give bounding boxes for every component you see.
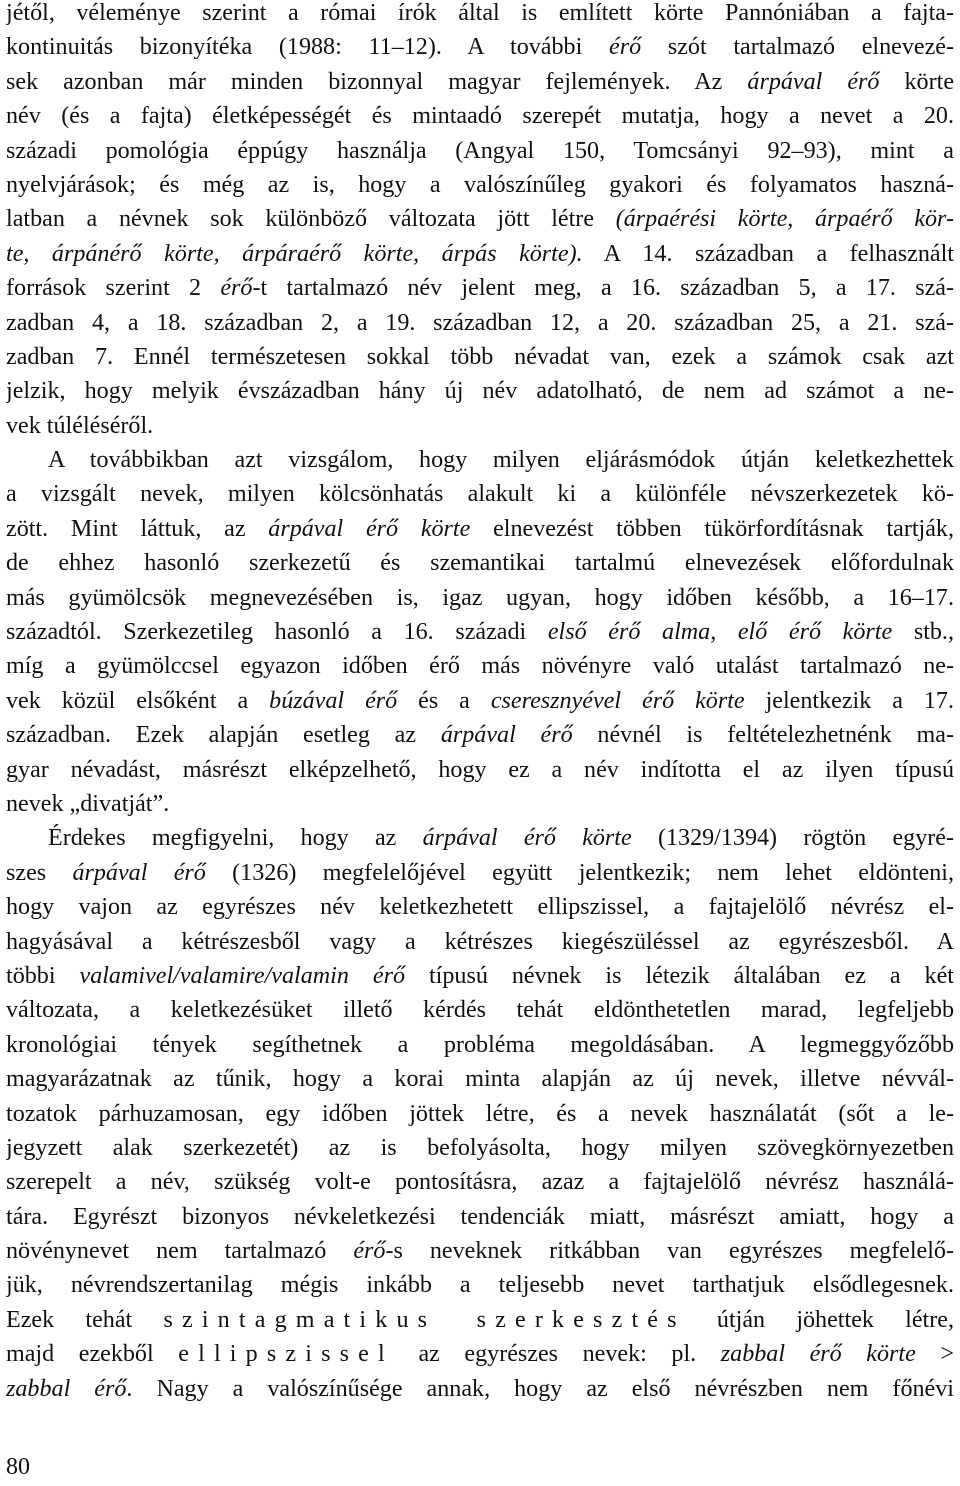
text-line: Ezek tehát szintagmatikus szerkesztés útján jöhettek létre, (6, 1306, 954, 1333)
text-line: zadban 4, a 18. században 2, a 19. században 12, a 20. században 25, a 21. szá- (6, 309, 954, 336)
text-line: míg a gyümölccsel egyazon időben érő más növényre való utalást tartalmazó ne- (6, 653, 954, 680)
text-line: szerepelt a név, szükség volt-e pontosításra, azaz a fajtajelölő névrész használá- (6, 1169, 954, 1196)
text-line: gyar névadást, másrészt elképzelhető, hogy ez a név indította el az ilyen típusú (6, 756, 954, 783)
text-line: zött. Mint láttuk, az árpával érő körte elnevezést többen tükörfordításnak tartják, (6, 515, 954, 542)
page-number: 80 (6, 1454, 30, 1480)
text-line: többi valamivel/valamire/valamin érő típusú névnek is létezik általában ez a két (6, 962, 954, 989)
text-line: tozatok párhuzamosan, egy időben jöttek létre, és a nevek használatát (sőt a le- (6, 1100, 954, 1127)
text-line: századi pomológia éppúgy használja (Angyal 150, Tomcsányi 92–93), mint a (6, 137, 954, 164)
text-line: zabbal érő. Nagy a valószínűsége annak, hogy az első névrészben nem főnévi (6, 1375, 954, 1402)
text-line: sek azonban már minden bizonnyal magyar fejlemények. Az árpával érő körte (6, 68, 954, 95)
text-line: latban a névnek sok különböző változata jött létre (árpaérési körte, árpaérő kör- (6, 206, 954, 233)
text-line: nevek „divatját”. (6, 790, 170, 817)
text-line: jétől, véleménye szerint a római írók által is említett körte Pannóniában a fajta- (6, 0, 954, 26)
document-page (6, 0, 954, 1406)
text-line: századtól. Szerkezetileg hasonló a 16. századi első érő alma, elő érő körte stb., (6, 619, 954, 646)
text-line: név (és a fajta) életképességét és mintaadó szerepét mutatja, hogy a nevet a 20. (6, 103, 954, 130)
text-line: de ehhez hasonló szerkezetű és szemantikai tartalmú elnevezések előfordulnak (6, 550, 954, 577)
text-line: jelzik, hogy melyik évszázadban hány új név adatolható, de nem ad számot a ne- (6, 378, 954, 405)
text-line: vek túléléséről. (6, 412, 154, 439)
text-line: jük, névrendszertanilag mégis inkább a teljesebb nevet tarthatjuk elsődlegesnek. (6, 1272, 954, 1299)
text-line: zadban 7. Ennél természetesen sokkal több névadat van, ezek a számok csak azt (6, 343, 954, 370)
text-line: Érdekes megfigyelni, hogy az árpával érő körte (1329/1394) rögtön egyré- (48, 825, 954, 852)
text-line: tára. Egyrészt bizonyos névkeletkezési tendenciák miatt, másrészt amiatt, hogy a (6, 1203, 954, 1230)
text-line: hagyásával a kétrészesből vagy a kétrészes kiegészüléssel az egyrészesből. A (6, 928, 954, 955)
text-line: hogy vajon az egyrészes név keletkezhetett ellipszissel, a fajtajelölő névrész el- (6, 894, 954, 921)
text-line: a vizsgált nevek, milyen kölcsönhatás alakult ki a különféle névszerkezetek kö- (6, 481, 954, 508)
text-line: változata, a keletkezésüket illető kérdés tehát eldönthetetlen marad, legfeljebb (6, 997, 954, 1024)
text-line: nyelvjárások; és még az is, hogy a valószínűleg gyakori és folyamatos haszná- (6, 171, 954, 198)
text-line: magyarázatnak az tűnik, hogy a korai minta alapján az új nevek, illetve névvál- (6, 1066, 954, 1093)
text-line: más gyümölcsök megnevezésében is, igaz ugyan, hogy időben később, a 16–17. (6, 584, 954, 611)
text-line: században. Ezek alapján esetleg az árpával érő névnél is feltételezhetnénk ma- (6, 722, 954, 749)
text-line: te, árpánérő körte, árpáraérő körte, árpás körte). A 14. században a felhasznált (6, 240, 954, 267)
text-line: A továbbikban azt vizsgálom, hogy milyen eljárásmódok útján keletkezhettek (48, 447, 954, 474)
text-line: vek közül elsőként a búzával érő és a cseresznyével érő körte jelentkezik a 17. (6, 687, 954, 714)
text-line: kontinuitás bizonyítéka (1988: 11–12). A további érő szót tartalmazó elnevezé- (6, 34, 954, 61)
text-line: növénynevet nem tartalmazó érő-s neveknek ritkábban van egyrészes megfelelő- (6, 1238, 954, 1265)
text-line: majd ezekből ellipszissel az egyrészes nevek: pl. zabbal érő körte > (6, 1341, 954, 1368)
text-line: jegyzett alak szerkezetét) az is befolyásolta, hogy milyen szövegkörnyezetben (6, 1134, 954, 1161)
text-line: kronológiai tények segíthetnek a probléma megoldásában. A legmeggyőzőbb (6, 1031, 954, 1058)
text-line: források szerint 2 érő-t tartalmazó név jelent meg, a 16. században 5, a 17. szá- (6, 275, 954, 302)
text-line: szes árpával érő (1326) megfelelőjével együtt jelentkezik; nem lehet eldönteni, (6, 859, 954, 886)
